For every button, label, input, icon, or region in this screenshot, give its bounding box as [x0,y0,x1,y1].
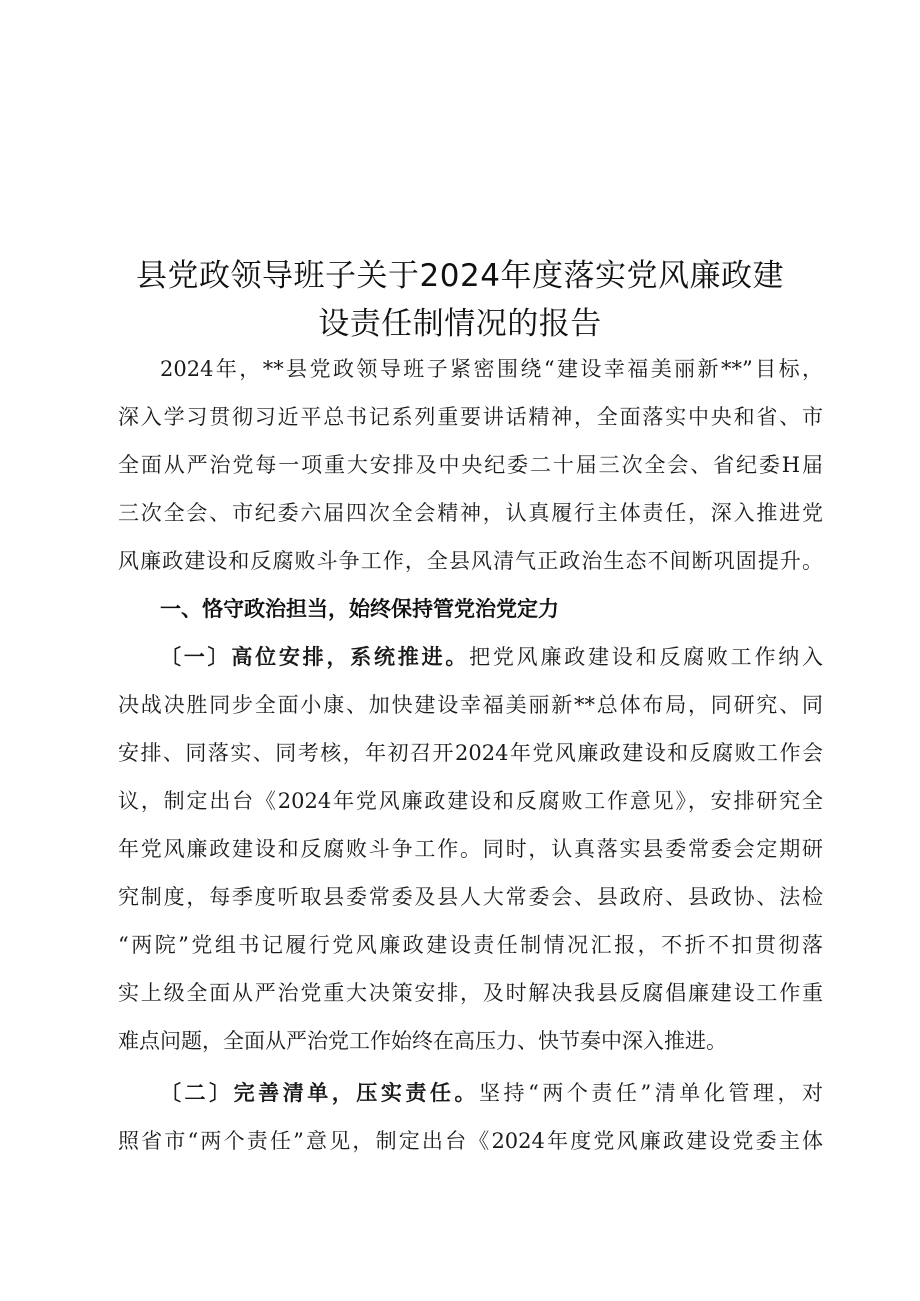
intro-line-4: 三次全会、市纪委六届四次全会精神，认真履行主体责任，深入推进党 [118,501,823,525]
sub-2-first-line [160,1078,823,1108]
intro-line-5: 风廉政建设和反腐败斗争工作，全县风清气正政治生态不间断巩固提升。 [118,549,823,573]
sub-1-first-text: 把党风廉政建设和反腐败工作纳入 [469,645,824,669]
document-title-line-1: 县党政领导班子关于2024年度落实党风廉政建 [136,258,784,294]
intro-line-2: 深入学习贯彻习近平总书记系列重要讲话精神，全面落实中央和省、市 [118,405,823,429]
section-1-heading: 一、恪守政治担当，始终保持管党治党定力 [160,597,559,621]
sub-1-line-8: 实上级全面从严治党重大决策安排，及时解决我县反腐倡廉建设工作重 [118,981,823,1005]
sub-1-line-5: 年党风廉政建设和反腐败斗争工作。同时，认真落实县委常委会定期研 [118,837,823,861]
document-title-line-2: 设责任制情况的报告 [318,306,602,342]
sub-1-line-2: 决战决胜同步全面小康、加快建设幸福美丽新**总体布局，同研究、同 [118,693,823,717]
sub-2-line-2: 照省市“两个责任”意见，制定出台《2024年度党风廉政建设党委主体 [118,1129,823,1153]
intro-line-3: 全面从严治党每一项重大安排及中央纪委二十届三次全会、省纪委H届 [118,453,823,477]
sub-1-line-9: 难点问题，全面从严治党工作始终在高压力、快节奏中深入推进。 [118,1029,727,1053]
sub-2-label: 〔二〕完善清单，压实责任。 [160,1081,479,1105]
sub-1-label: 〔一〕高位安排，系统推进。 [160,645,470,669]
sub-1-line-7: “两院”党组书记履行党风廉政建设责任制情况汇报，不折不扣贯彻落 [118,933,823,957]
intro-line-1: 2024年，**县党政领导班子紧密围绕“建设幸福美丽新**”目标， [160,357,823,381]
sub-1-line-3: 安排、同落实、同考核，年初召开2024年党风廉政建设和反腐败工作会 [118,741,823,765]
sub-1-line-6: 究制度，每季度听取县委常委及县人大常委会、县政府、县政协、法检 [118,885,823,909]
sub-1-first-line [160,642,823,672]
sub-2-first-text: 坚持“两个责任”清单化管理，对 [479,1081,823,1105]
sub-1-line-4: 议，制定出台《2024年党风廉政建设和反腐败工作意见》，安排研究全 [118,789,823,813]
